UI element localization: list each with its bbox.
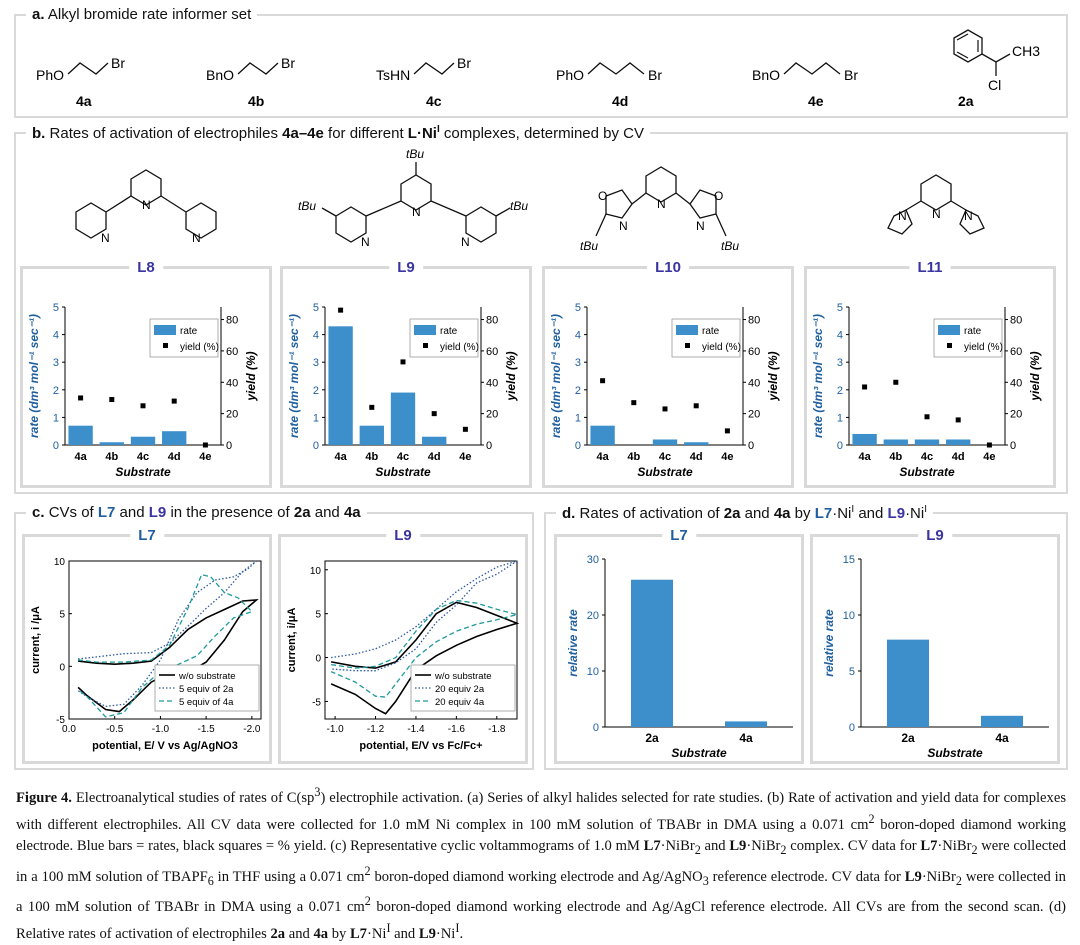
- subpanel-l9: [280, 259, 532, 488]
- legend-yield-marker: [685, 343, 690, 348]
- y-tick-label: 10: [53, 557, 65, 568]
- x-tick-label: 4a: [74, 451, 87, 463]
- yield-point-4e: [203, 443, 208, 448]
- y-tick-label: 2: [312, 384, 319, 397]
- y-tick-label: 5: [836, 302, 843, 314]
- compound-4e: [752, 63, 858, 109]
- legend-label-0: w/o substrate: [435, 671, 492, 682]
- y-tick-label: 4: [312, 329, 319, 342]
- compound-4e-right: Br: [844, 67, 858, 83]
- rate-bar-4c: [391, 393, 415, 445]
- rate-bar-4d: [684, 442, 708, 445]
- rate-bar-4c: [131, 437, 155, 445]
- compound-4c-right: Br: [457, 55, 471, 71]
- y-tick-label: 1: [52, 412, 59, 425]
- ligand-l10-n1: N: [657, 197, 666, 211]
- rate-bar-4b: [884, 439, 908, 445]
- y2-tick-label: 40: [486, 377, 499, 390]
- y-axis-title: current, i/μA: [286, 607, 298, 673]
- ligand-l11-structure: [888, 175, 984, 234]
- y-tick-label: 30: [586, 554, 599, 566]
- x-tick-label: -1.5: [197, 724, 215, 735]
- x-tick-label: 4a: [739, 731, 753, 745]
- y2-tick-label: 40: [1010, 377, 1023, 390]
- subpanel-d-l7: [554, 527, 804, 764]
- y-tick-label: 10: [309, 565, 321, 577]
- y2-tick-label: 0: [1010, 440, 1017, 452]
- y-tick-label: 0: [836, 440, 843, 452]
- ligand-l10-o2: O: [714, 189, 724, 203]
- x-axis-title: potential, E/V vs Fc/Fc+: [359, 740, 483, 752]
- y-tick-label: 3: [574, 357, 581, 370]
- y-tick-label: -5: [56, 715, 65, 726]
- y-axis-title: rate (dm³ mol⁻¹ sec⁻¹): [549, 313, 563, 439]
- y-tick-label: 4: [574, 329, 581, 342]
- y-tick-label: 2: [836, 384, 843, 397]
- y-tick-label: 20: [586, 610, 599, 622]
- legend-yield-label: yield (%): [180, 342, 219, 353]
- y2-axis-title: yield (%): [1028, 351, 1042, 401]
- x-tick-label: 4b: [365, 451, 379, 463]
- y-tick-label: 1: [836, 412, 843, 425]
- x-tick-label: -1.6: [447, 724, 465, 735]
- y-tick-label: 2: [52, 384, 59, 397]
- subpanel-cv-l9-label: L9: [386, 527, 420, 544]
- y-tick-label: 0: [848, 722, 855, 734]
- compound-2a-right: Cl: [988, 77, 1002, 93]
- x-axis-title: Substrate: [637, 465, 693, 479]
- figure-caption: Figure 4. Electroanalytical studies of rates of $C(sp^3)$ electrophile activation. (a) Series of alkyl halides selected for rate studies. (b) Rate of activation and yield data for complexes with different electrophiles. All CV data were collected for 1.0 mM Ni complex in 100 mM solution of TBABr in DMA using a 0.071 $cm^2$ boron-doped diamond working electrode. Blue bars = rates, black squares = % yield. (c) Representative cyclic voltammograms of 1.0 mM L7·NiBr$_2$ and L9·NiBr$_2$ complex. CV data for L7·NiBr$_2$ were collected in a 100 mM solution of $TBAPF_6$ in THF using a 0.071 $cm^2$ boron-doped diamond working electrode and Ag/AgNO$_3$ reference electrode. CV data for L9·NiBr$_2$ were collected in a 100 mM solution of TBABr in DMA using a 0.071 $cm^2$ boron-doped diamond working electrode and Ag/AgCl reference electrode. All CVs are from the second scan. (d) Relative rates of activation of electrophiles 2a and 4a by $L7\cdot Ni^I$ and $L9\cdot Ni^I$.: [16, 785, 1066, 943]
- yield-point-4e: [725, 428, 730, 433]
- y2-tick-label: 60: [226, 345, 239, 358]
- relative-rate-bar-4a: [725, 721, 767, 727]
- compound-4e-left: BnO: [752, 67, 781, 83]
- y-tick-label: 5: [52, 302, 59, 314]
- yield-point-4d: [432, 411, 437, 416]
- x-tick-label: -1.4: [407, 724, 425, 735]
- panel-a: [14, 6, 1068, 118]
- y-tick-label: 10: [842, 610, 855, 622]
- yield-point-4a: [600, 378, 605, 383]
- x-axis-title: potential, E/ V vs Ag/AgNO3: [92, 740, 238, 752]
- y-tick-label: 5: [848, 666, 855, 678]
- x-tick-label: -0.5: [106, 724, 124, 735]
- ligand-l9-tbu-top: tBu: [406, 147, 425, 161]
- x-tick-label: -1.0: [326, 724, 344, 735]
- y2-axis-title: yield (%): [504, 351, 518, 401]
- compound-4e-id: 4e: [808, 93, 824, 109]
- y-tick-label: 1: [574, 412, 581, 425]
- y2-tick-label: 20: [486, 408, 499, 421]
- yield-point-4c: [663, 406, 668, 411]
- yield-point-4b: [631, 400, 636, 405]
- y-tick-label: 2: [574, 384, 581, 397]
- rate-bar-4d: [422, 437, 446, 445]
- yield-point-4c: [401, 359, 406, 364]
- yield-point-4e: [987, 443, 992, 448]
- rate-yield-chart-l11: [807, 269, 1053, 485]
- y-tick-label: 15: [842, 554, 855, 566]
- x-tick-label: 2a: [645, 731, 659, 745]
- rate-yield-chart-l8: [23, 269, 269, 485]
- rate-bar-4d: [162, 431, 186, 445]
- x-tick-label: 4c: [396, 451, 410, 463]
- panel-c-title: c. CVs of L7 and L9 in the presence of 2a and 4a: [26, 504, 367, 521]
- y-tick-label: -5: [312, 697, 321, 709]
- x-tick-label: -2.0: [243, 724, 261, 735]
- x-axis-title: Substrate: [115, 465, 171, 479]
- rate-bar-4d: [946, 439, 970, 445]
- x-tick-label: 0.0: [62, 724, 76, 735]
- ligand-l8-n2: N: [101, 231, 110, 245]
- rate-bar-4a: [328, 326, 352, 445]
- y-tick-label: 5: [315, 609, 321, 621]
- y2-tick-label: 80: [226, 314, 239, 327]
- yield-point-4b: [893, 380, 898, 385]
- legend-rate-label: rate: [440, 326, 458, 337]
- x-tick-label: -1.8: [488, 724, 506, 735]
- x-tick-label: 4e: [721, 451, 734, 463]
- subpanel-cv-l7-label: L7: [130, 527, 164, 544]
- yield-point-4b: [369, 405, 374, 410]
- panel-c: [14, 504, 534, 770]
- y-tick-label: 5: [574, 302, 581, 314]
- rate-yield-chart-l10: [545, 269, 791, 485]
- legend-rate-swatch: [154, 325, 176, 335]
- panel-a-title: a. Alkyl bromide rate informer set: [26, 6, 257, 23]
- y2-tick-label: 0: [748, 440, 755, 452]
- y-tick-label: 0: [312, 440, 319, 452]
- compound-4d-id: 4d: [612, 93, 629, 109]
- compound-4a-right: Br: [111, 55, 125, 71]
- x-tick-label: 4c: [658, 451, 672, 463]
- subpanel-cv-l7: [22, 527, 272, 764]
- relative-rate-bar-2a: [631, 580, 673, 727]
- y2-tick-label: 80: [486, 314, 499, 327]
- x-tick-label: 4b: [105, 451, 119, 463]
- ligand-l9-n3: N: [461, 235, 470, 249]
- rate-bar-4a: [590, 426, 614, 445]
- x-axis-title: Substrate: [927, 746, 983, 760]
- relative-rate-chart-l7: [557, 537, 801, 761]
- rate-bar-4a: [852, 434, 876, 445]
- relative-rate-chart-l9: [813, 537, 1057, 761]
- yield-point-4a: [338, 308, 343, 313]
- y2-tick-label: 0: [486, 440, 493, 452]
- legend-label-0: w/o substrate: [179, 671, 236, 682]
- legend-rate-swatch: [414, 325, 436, 335]
- compound-2a-methyl: CH3: [1012, 43, 1041, 59]
- x-tick-label: 4d: [689, 451, 703, 463]
- y-tick-label: 4: [836, 329, 843, 342]
- y-tick-label: 0: [592, 722, 599, 734]
- panel-d-title: d. Rates of activation of 2a and 4a by $L7\cdot Ni^I$ and $L9\cdot Ni^I$: [556, 504, 933, 522]
- ligand-l10-n2: N: [619, 219, 628, 233]
- subpanel-l10: [542, 259, 794, 488]
- legend-yield-label: yield (%): [440, 342, 479, 353]
- panel-d: [544, 504, 1068, 770]
- x-tick-label: 4e: [199, 451, 212, 463]
- ligand-l9-n1: N: [412, 205, 421, 219]
- y-tick-label: 0: [59, 662, 65, 674]
- ligand-l9-tbu-left: tBu: [298, 199, 317, 213]
- y2-axis-title: yield (%): [244, 351, 258, 401]
- y-tick-label: 5: [59, 609, 65, 621]
- yield-point-4b: [109, 397, 114, 402]
- y2-tick-label: 80: [748, 314, 761, 327]
- y2-tick-label: 60: [1010, 345, 1023, 358]
- x-tick-label: 4d: [427, 451, 441, 463]
- compound-2a: [954, 30, 1040, 109]
- compound-4b: [206, 55, 295, 109]
- y-axis-title: relative rate: [566, 609, 580, 677]
- subpanel-l9-label: L9: [389, 259, 423, 276]
- y-tick-label: 3: [836, 357, 843, 370]
- x-tick-label: 4e: [983, 451, 996, 463]
- y-tick-label: 10: [586, 666, 599, 678]
- y-tick-label: 1: [312, 412, 319, 425]
- subpanel-cv-l9: [278, 527, 528, 764]
- y2-tick-label: 60: [486, 345, 499, 358]
- subpanel-l10-label: L10: [647, 259, 689, 276]
- y2-tick-label: 40: [226, 377, 239, 390]
- subpanel-l8: [20, 259, 272, 488]
- compound-4b-left: BnO: [206, 67, 235, 83]
- subpanel-l8-label: L8: [129, 259, 163, 276]
- ligand-l10-o1: O: [598, 189, 608, 203]
- y2-tick-label: 80: [1010, 314, 1023, 327]
- rate-bar-4b: [360, 426, 384, 445]
- x-axis-title: Substrate: [375, 465, 431, 479]
- relative-rate-bar-4a: [981, 716, 1023, 727]
- legend-yield-label: yield (%): [964, 342, 1003, 353]
- y2-tick-label: 20: [226, 408, 239, 421]
- compound-4d-right: Br: [648, 67, 662, 83]
- rate-bar-4a: [68, 426, 92, 445]
- yield-point-4a: [862, 384, 867, 389]
- ligand-l8-n3: N: [192, 231, 201, 245]
- y-tick-label: 4: [52, 329, 59, 342]
- rate-bar-4c: [653, 439, 677, 445]
- legend-label-2: 20 equiv 4a: [435, 697, 485, 708]
- legend-yield-marker: [163, 343, 168, 348]
- x-tick-label: 2a: [901, 731, 915, 745]
- legend-rate-label: rate: [964, 326, 982, 337]
- subpanel-d-l9: [810, 527, 1060, 764]
- compound-4d-left: PhO: [556, 67, 585, 83]
- y2-tick-label: 40: [748, 377, 761, 390]
- y-tick-label: 0: [315, 653, 321, 665]
- x-tick-label: -1.0: [151, 724, 170, 735]
- y-tick-label: 5: [312, 302, 319, 314]
- cv-chart-l7: [25, 537, 269, 761]
- ligand-structures: [16, 134, 1066, 264]
- panel-b-title: b. Rates of activation of electrophiles 4a–4e for different $L\cdot Ni^I$ complexes, determined by CV: [26, 124, 650, 142]
- panel-b: [14, 124, 1068, 494]
- rate-bar-4c: [915, 439, 939, 445]
- compound-4b-id: 4b: [248, 93, 265, 109]
- legend-yield-label: yield (%): [702, 342, 741, 353]
- x-tick-label: 4d: [167, 451, 181, 463]
- y2-tick-label: 20: [1010, 408, 1023, 421]
- x-tick-label: 4c: [920, 451, 934, 463]
- y2-tick-label: 60: [748, 345, 761, 358]
- y-tick-label: 0: [52, 440, 59, 452]
- ligand-l10-tbu-right: tBu: [721, 239, 740, 253]
- x-tick-label: 4a: [858, 451, 871, 463]
- legend-label-1: 20 equiv 2a: [435, 684, 485, 695]
- x-tick-label: 4b: [627, 451, 641, 463]
- ligand-l10-tbu-left: tBu: [580, 239, 599, 253]
- alkyl-bromide-structures: [16, 16, 1066, 116]
- cv-trace-1: [331, 561, 517, 671]
- x-tick-label: -1.2: [366, 724, 385, 735]
- rate-bar-4b: [100, 442, 124, 445]
- subpanel-l11-label: L11: [909, 259, 950, 276]
- compound-2a-id: 2a: [958, 93, 974, 109]
- ligand-l11-n2: N: [898, 209, 907, 223]
- ligand-l9-structure: [322, 162, 510, 242]
- yield-point-4d: [172, 399, 177, 404]
- y-axis-title: current, i /μA: [30, 606, 42, 674]
- compound-4b-right: Br: [281, 55, 295, 71]
- y-tick-label: 3: [52, 357, 59, 370]
- legend-yield-marker: [423, 343, 428, 348]
- x-axis-title: Substrate: [899, 465, 955, 479]
- x-tick-label: 4b: [889, 451, 903, 463]
- y-tick-label: 0: [574, 440, 581, 452]
- ligand-l10-n3: N: [696, 219, 705, 233]
- legend-rate-label: rate: [180, 326, 198, 337]
- y-axis-title: rate (dm³ mol⁻¹ sec⁻¹): [287, 313, 301, 439]
- ligand-l11-n1: N: [932, 207, 941, 221]
- y-tick-label: 3: [312, 357, 319, 370]
- cv-chart-l9: [281, 537, 525, 761]
- x-tick-label: 4e: [459, 451, 472, 463]
- y2-tick-label: 20: [748, 408, 761, 421]
- compound-4d: [556, 63, 662, 109]
- ligand-l11-n3: N: [964, 209, 973, 223]
- ligand-l8-n1: N: [142, 198, 151, 212]
- legend-yield-marker: [947, 343, 952, 348]
- compound-4c-id: 4c: [426, 93, 442, 109]
- ligand-l9-n2: N: [361, 235, 370, 249]
- rate-yield-chart-l9: [283, 269, 529, 485]
- yield-point-4d: [956, 417, 961, 422]
- x-tick-label: 4a: [596, 451, 609, 463]
- y-axis-title: rate (dm³ mol⁻¹ sec⁻¹): [27, 313, 41, 439]
- legend-rate-swatch: [938, 325, 960, 335]
- compound-4a-id: 4a: [76, 93, 92, 109]
- yield-point-4c: [925, 414, 930, 419]
- subpanel-l11: [804, 259, 1056, 488]
- compound-4a: [36, 55, 125, 109]
- y2-axis-title: yield (%): [766, 351, 780, 401]
- yield-point-4e: [463, 427, 468, 432]
- x-axis-title: Substrate: [671, 746, 727, 760]
- legend-rate-swatch: [676, 325, 698, 335]
- x-tick-label: 4d: [951, 451, 965, 463]
- relative-rate-bar-2a: [887, 640, 929, 727]
- legend-label-1: 5 equiv of 2a: [179, 684, 234, 695]
- compound-4c-left: TsHN: [376, 67, 411, 83]
- legend-label-2: 5 equiv of 4a: [179, 697, 234, 708]
- subpanel-d-l7-label: L7: [662, 527, 696, 544]
- y-axis-title: relative rate: [822, 609, 836, 677]
- x-tick-label: 4a: [995, 731, 1009, 745]
- yield-point-4d: [694, 403, 699, 408]
- yield-point-4c: [141, 403, 146, 408]
- compound-4c: [376, 55, 471, 109]
- y2-tick-label: 0: [226, 440, 233, 452]
- ligand-l9-tbu-right: tBu: [510, 199, 529, 213]
- compound-4a-left: PhO: [36, 67, 65, 83]
- y-axis-title: rate (dm³ mol⁻¹ sec⁻¹): [811, 313, 825, 439]
- subpanel-d-l9-label: L9: [918, 527, 952, 544]
- x-tick-label: 4c: [136, 451, 150, 463]
- yield-point-4a: [78, 395, 83, 400]
- x-tick-label: 4a: [334, 451, 347, 463]
- legend-rate-label: rate: [702, 326, 720, 337]
